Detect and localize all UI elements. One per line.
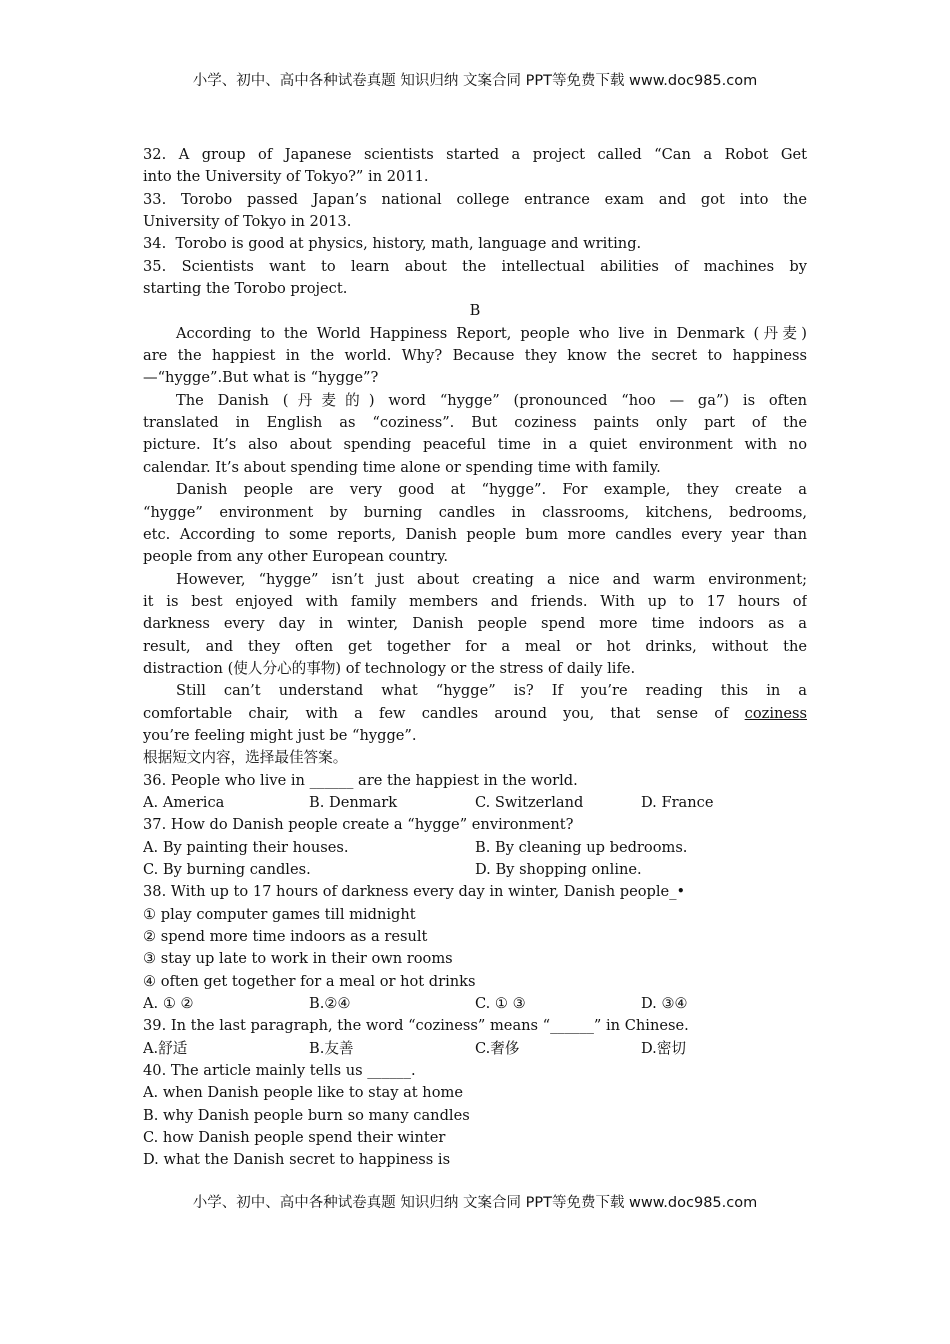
question-38: 38. With up to 17 hours of darkness every day in winter, Danish people_• xyxy=(143,883,686,901)
question-37-options-row1 xyxy=(143,837,807,859)
option-d: D. ③④ xyxy=(641,995,688,1013)
question-37-options-row2 xyxy=(143,859,807,881)
question-36-options xyxy=(143,792,807,814)
statement-35-line2: starting the Torobo project. xyxy=(143,280,348,298)
passage-p5-line2 xyxy=(143,703,807,725)
question-40-option-b: B. why Danish people burn so many candles xyxy=(143,1106,470,1124)
statement-33-line1: 33. Torobo passed Japan’s national college entrance exam and got into the xyxy=(143,190,807,208)
passage-p4-line1: However, “hygge” isn’t just about creating a nice and warm environment; xyxy=(176,570,807,588)
statement-34: 34. Torobo is good at physics, history, math, language and writing. xyxy=(143,235,642,253)
question-38-item-4: ④ often get together for a meal or hot drinks xyxy=(143,972,476,990)
option-a: A. ① ② xyxy=(143,995,194,1013)
statement-32-line2: into the University of Tokyo?” in 2011. xyxy=(143,168,429,186)
question-40: 40. The article mainly tells us ______. xyxy=(143,1062,416,1080)
question-40-option-a: A. when Danish people like to stay at home xyxy=(143,1084,463,1102)
page-footer: 小学、初中、高中各种试卷真题 知识归纳 文案合同 PPT等免费下载 www.doc985.com xyxy=(192,1195,758,1211)
passage-p2-line4: calendar. It’s about spending time alone or spending time with family. xyxy=(143,458,661,476)
passage-p4-line3: darkness every day in winter, Danish people spend more time indoors as a xyxy=(143,615,807,633)
instruction-text: 根据短文内容，选择最佳答案。 xyxy=(143,749,348,767)
option-d: D. By shopping online. xyxy=(475,861,642,878)
option-b: B. By cleaning up bedrooms. xyxy=(475,838,688,856)
passage-p3-line4: people from any other European country. xyxy=(143,548,449,566)
question-36: 36. People who live in ______ are the happiest in the world. xyxy=(143,771,578,789)
passage-p3-line3: etc. According to some reports, Danish people bum more candles every year than xyxy=(143,525,807,543)
option-a: A. America xyxy=(143,793,225,811)
statement-32-line1: 32. A group of Japanese scientists started a project called “Can a Robot Get xyxy=(143,146,807,163)
passage-p1-line3: —“hygge”.But what is “hygge”? xyxy=(143,369,379,387)
option-b: B.友善 xyxy=(309,1039,354,1057)
option-c: C. Switzerland xyxy=(475,793,584,811)
passage-p4-line4: result, and they often get together for a meal or hot drinks, without the xyxy=(143,637,807,655)
passage-p4-line5: distraction (使人分心的事物) of technology or the stress of daily life. xyxy=(143,659,636,677)
option-a: A. By painting their houses. xyxy=(143,838,349,856)
option-c: C. By burning candles. xyxy=(143,861,311,878)
option-b: B.②④ xyxy=(309,995,351,1013)
passage-p2-line3: picture. It’s also about spending peaceful time in a quiet environment with no xyxy=(143,436,807,454)
passage-p2-line1: The Danish (丹麦的) word “hygge” (pronounced “hoo — ga”) is often xyxy=(176,391,807,409)
exam-content xyxy=(143,144,807,1172)
option-d: D. France xyxy=(641,793,714,811)
option-d: D.密切 xyxy=(641,1039,687,1057)
option-b: B. Denmark xyxy=(309,793,398,811)
option-c: C. ① ③ xyxy=(475,995,526,1013)
passage-p4-line2: it is best enjoyed with family members and friends. With up to 17 hours of xyxy=(143,592,807,610)
underlined-word-coziness: coziness xyxy=(744,704,807,722)
question-38-options xyxy=(143,993,807,1015)
question-39: 39. In the last paragraph, the word “coziness” means “______” in Chinese. xyxy=(143,1017,689,1035)
passage-p5-line2-text: comfortable chair, with a few candles around you, that sense of xyxy=(143,704,729,722)
passage-p5-line3: you’re feeling might just be “hygge”. xyxy=(143,726,417,744)
question-39-options xyxy=(143,1038,807,1060)
passage-p3-line2: “hygge” environment by burning candles in classrooms, kitchens, bedrooms, xyxy=(143,503,807,521)
passage-p1-line2: are the happiest in the world. Why? Because they know the secret to happiness xyxy=(143,347,807,365)
question-40-option-c: C. how Danish people spend their winter xyxy=(143,1129,446,1147)
section-label: B xyxy=(469,302,481,320)
passage-p2-line2: translated in English as “coziness”. But coziness paints only part of the xyxy=(143,414,807,432)
question-40-option-d: D. what the Danish secret to happiness is xyxy=(143,1151,451,1169)
statement-33-line2: University of Tokyo in 2013. xyxy=(143,213,352,231)
passage-p5-line1: Still can’t understand what “hygge” is? If you’re reading this in a xyxy=(176,682,807,700)
question-37: 37. How do Danish people create a “hygge” environment? xyxy=(143,816,574,834)
passage-p3-line1: Danish people are very good at “hygge”. For example, they create a xyxy=(176,481,807,499)
option-a: A.舒适 xyxy=(143,1039,188,1057)
statement-35-line1: 35. Scientists want to learn about the intellectual abilities of machines by xyxy=(143,257,807,275)
page-header: 小学、初中、高中各种试卷真题 知识归纳 文案合同 PPT等免费下载 www.doc985.com xyxy=(192,73,758,89)
question-38-item-3: ③ stay up late to work in their own rooms xyxy=(143,950,453,968)
option-c: C.奢侈 xyxy=(475,1039,520,1057)
passage-p1-line1: According to the World Happiness Report, people who live in Denmark (丹麦) xyxy=(176,324,807,342)
question-38-item-2: ② spend more time indoors as a result xyxy=(143,928,428,946)
question-38-item-1: ① play computer games till midnight xyxy=(143,905,416,923)
